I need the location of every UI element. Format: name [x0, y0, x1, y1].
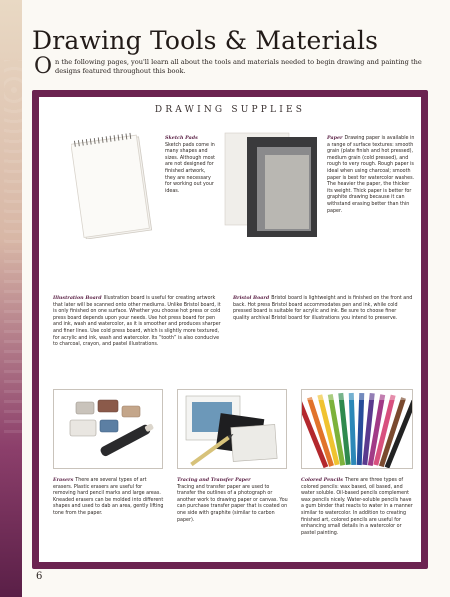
sketch-pad-image — [71, 131, 153, 239]
erasers-term: Erasers — [53, 477, 74, 483]
page-number: 6 — [36, 571, 43, 582]
sketch-pads-body: Sketch pads come in many shapes and sizes. Although most are not designed for finished artwork, they are necessary for working out your ideas. — [165, 142, 215, 194]
illustration-board-body: Illustration board is useful for creating artwork that later will be scanned onto other mediums. Unlike Bristol board, it is only finished on one surface. Whether you choose hot press or cold press board depends upon your needs. Use hot press board for pen and ink, wash and watercolor, as it is smoother and produces sharper and finer lines. Use cold press board, which is slightly more textured, for acrylic and ink, wash and watercolor. Its “tooth” is also conducive to charcoal, crayon, and pastel illustrations. — [53, 296, 221, 348]
drop-cap: O — [34, 54, 53, 79]
bristol-board-body: Bristol board is lightweight and is finished on the front and back. Hot press Bristol board accommodates pen and ink, while cold pressed board is suitable for acrylic and ink. Be sure to choose finer quality archival Bristol board for illustrations you intend to preserve. — [233, 296, 413, 321]
intro-paragraph — [34, 54, 430, 79]
intro-text: n the following pages, you'll learn all about the tools and materials needed to begin drawing and painting the designs featured throughout this book. — [55, 58, 422, 75]
colored-pencils-body: There are three types of colored pencils: wax based, oil based, and water soluble. Oil-based pencils complement wax pencils nicely. Water-soluble pencils have a gum binder that reacts to water in a manner similar to watercolor. In addition to creating finished art, colored pencils are useful for enhancing small details in a watercolor or pastel painting. — [301, 478, 413, 536]
erasers-body: There are several types of art erasers. Plastic erasers are useful for removing hard pencil marks and large areas. Kneaded erasers can be molded into different shapes and used to dab an area, gently lifting tone from the paper. — [53, 478, 164, 516]
illustration-board-text — [53, 295, 223, 349]
sketch-pads-text — [165, 135, 215, 195]
colored-pencils-term: Colored Pencils — [301, 477, 343, 483]
paper-term: Paper — [327, 135, 343, 141]
illustration-board-term: Illustration Board — [53, 295, 102, 301]
bristol-board-term: Bristol Board — [233, 295, 270, 301]
tracing-text — [177, 477, 289, 524]
page-title: Drawing Tools & Materials — [32, 26, 379, 55]
sketch-pads-term: Sketch Pads — [165, 135, 198, 141]
erasers-text — [53, 477, 165, 518]
panel-inner — [39, 97, 421, 562]
tracing-paper-image — [177, 389, 287, 469]
erasers-image — [53, 389, 163, 469]
paper-image — [223, 131, 321, 241]
drawing-supplies-panel — [32, 90, 428, 569]
paper-text — [327, 135, 415, 215]
bristol-board-text — [233, 295, 413, 322]
panel-heading: DRAWING SUPPLIES — [154, 105, 306, 115]
tracing-body: Tracing and transfer paper are used to transfer the outlines of a photograph or another work to drawing paper or canvas. You can purchase transfer paper that is coated on one side with graphite (similar to carbon paper). — [177, 484, 288, 523]
colored-pencils-text — [301, 477, 413, 537]
colored-pencils-image — [301, 389, 413, 469]
paper-body: Drawing paper is available in a range of surface textures: smooth grain (plate finish and hot pressed), medium grain (cold pressed), and rough to very rough. Rough paper is ideal when using charcoal; smooth paper is best for watercolor washes. The heavier the paper, the thicker its weight. Thick paper is better for graphite drawing because it can withstand erasing better than thin paper. — [327, 136, 415, 214]
tracing-term: Tracing and Transfer Paper — [177, 477, 251, 483]
